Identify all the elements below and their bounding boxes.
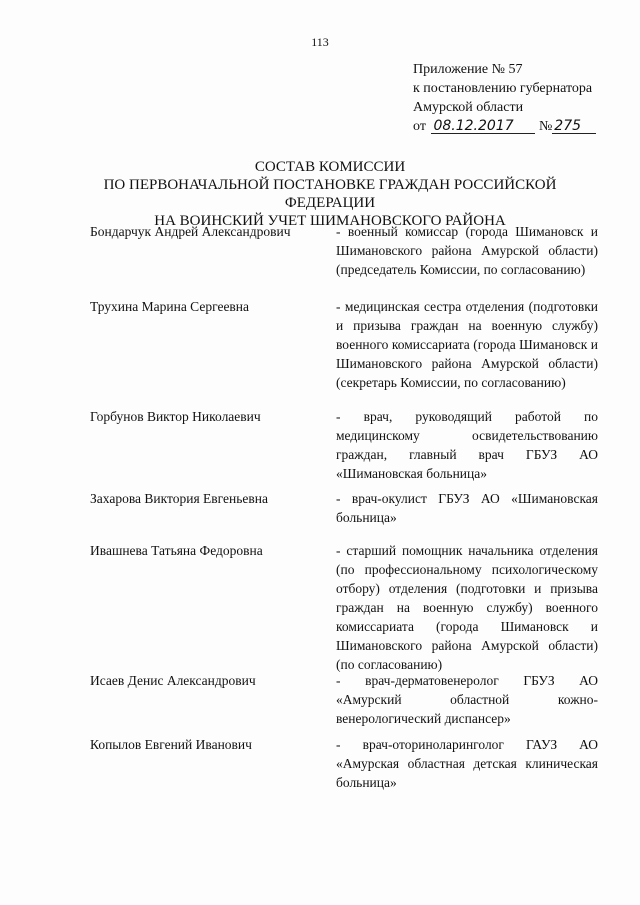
date-prefix-label: от bbox=[413, 119, 426, 134]
member-name: Трухина Марина Сергеевна bbox=[90, 299, 250, 314]
member-entry bbox=[90, 222, 610, 297]
member-role: - старший помощник начальника отделения (по профессиональному психологическому отбору) отделения (подготовки и призыва граждан на военную службу) военного комиссариата (города Шимановск и Шимановского района Амурской области) (по согласованию) bbox=[336, 543, 598, 672]
appendix-reference: к постановлению губернатора bbox=[413, 81, 593, 96]
number-prefix-label: № bbox=[538, 119, 553, 134]
title-line-3: НА ВОИНСКИЙ УЧЕТ ШИМАНОВСКОГО РАЙОНА bbox=[154, 213, 506, 229]
member-role: - медицинская сестра отделения (подготовки и призыва граждан на военную службу) военного комиссариата (города Шимановск и Шимановского района Амурской области) (секретарь Комиссии, по согласованию) bbox=[336, 299, 598, 390]
title-line-2: ПО ПЕРВОНАЧАЛЬНОЙ ПОСТАНОВКЕ ГРАЖДАН РОССИЙСКОЙ ФЕДЕРАЦИИ bbox=[103, 177, 557, 211]
appendix-number: Приложение № 57 bbox=[413, 62, 523, 77]
member-name: Ивашнева Татьяна Федоровна bbox=[90, 543, 263, 558]
member-entry bbox=[90, 489, 610, 541]
title-line-1: СОСТАВ КОМИССИИ bbox=[254, 159, 406, 175]
member-role: - врач, руководящий работой по медицинскому освидетельствованию граждан, главный врач ГБУЗ АО «Шимановская больница» bbox=[336, 409, 598, 481]
page-number: 113 bbox=[311, 35, 329, 49]
member-role: - военный комиссар (города Шимановск и Шимановского района Амурской области) (председатель Комиссии, по согласованию) bbox=[336, 224, 598, 277]
handwritten-date: 08.12.2017 bbox=[431, 119, 535, 134]
member-name: Копылов Евгений Иванович bbox=[90, 737, 252, 752]
appendix-date-line bbox=[413, 117, 596, 136]
member-name: Горбунов Виктор Николаевич bbox=[90, 409, 261, 424]
member-entry bbox=[90, 297, 610, 407]
member-entry bbox=[90, 541, 610, 671]
commission-member-list bbox=[90, 222, 610, 795]
member-role: - врач-окулист ГБУЗ АО «Шимановская больница» bbox=[336, 491, 598, 525]
member-role: - врач-дерматовенеролог ГБУЗ АО «Амурский областной кожно-венерологический диспансер» bbox=[336, 673, 598, 726]
member-entry bbox=[90, 735, 610, 795]
member-entry bbox=[90, 671, 610, 735]
appendix-region: Амурской области bbox=[413, 100, 524, 115]
member-name: Бондарчук Андрей Александрович bbox=[90, 224, 291, 239]
member-name: Исаев Денис Александрович bbox=[90, 673, 256, 688]
member-role: - врач-оториноларинголог ГАУЗ АО «Амурская областная детская клиническая больница» bbox=[336, 737, 598, 790]
appendix-header bbox=[413, 60, 596, 136]
member-entry bbox=[90, 407, 610, 489]
document-title bbox=[60, 158, 600, 230]
handwritten-number: 275 bbox=[552, 119, 596, 134]
member-name: Захарова Виктория Евгеньевна bbox=[90, 491, 268, 506]
